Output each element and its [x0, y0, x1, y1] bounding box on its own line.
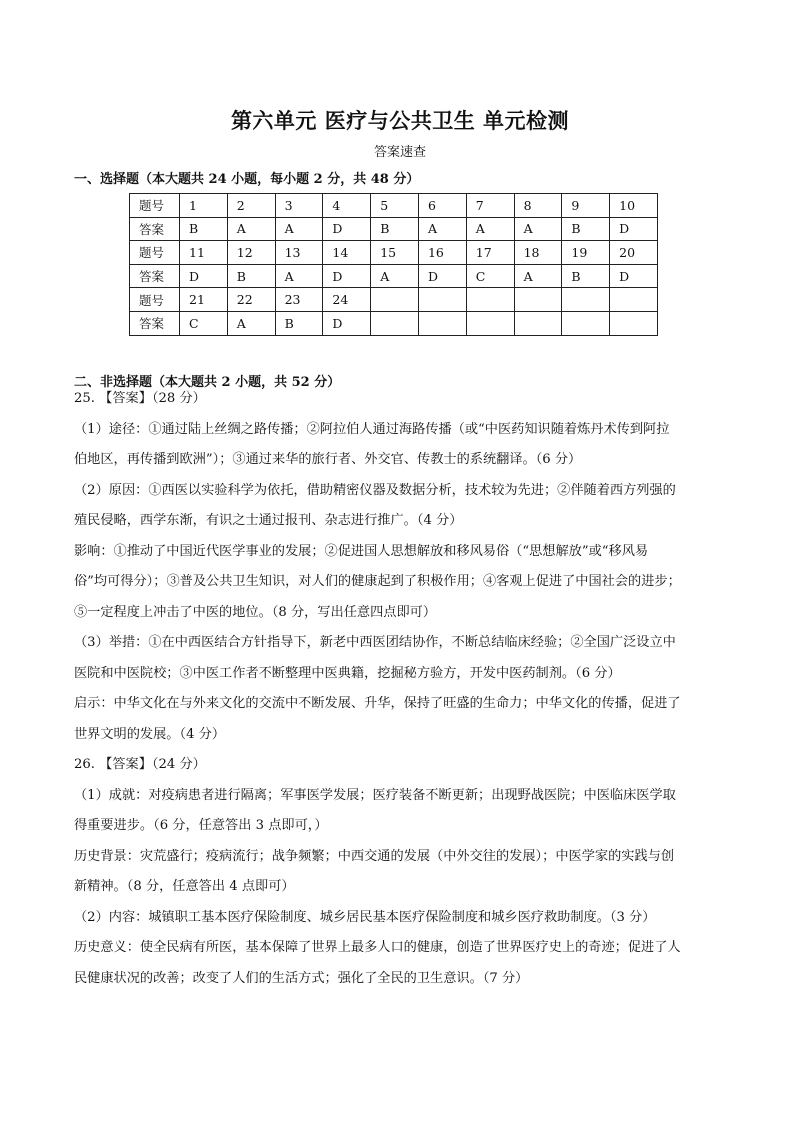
table-cell: 9	[562, 194, 610, 218]
table-cell: 10	[610, 194, 658, 218]
table-row	[130, 241, 658, 265]
answer-line: 影响：①推动了中国近代医学事业的发展；②促进国人思想解放和移风易俗（“思想解放”或“移风易	[74, 543, 649, 559]
table-cell	[610, 311, 658, 335]
table-cell: 20	[610, 241, 658, 265]
table-cell: 13	[275, 241, 323, 265]
table-cell: D	[323, 264, 371, 288]
table-cell: C	[180, 311, 228, 335]
table-row-header: 题号	[130, 241, 180, 265]
table-cell: 24	[323, 288, 371, 312]
table-cell: 11	[180, 241, 228, 265]
table-cell	[466, 288, 514, 312]
answer-line: 26. 【答案】（24 分）	[74, 757, 206, 772]
table-cell: 3	[275, 194, 323, 218]
table-row-header: 题号	[130, 194, 180, 218]
table-cell: 8	[514, 194, 562, 218]
table-cell: A	[514, 264, 562, 288]
answer-line: 伯地区，再传播到欧洲”）；③通过来华的旅行者、外交官、传教士的系统翻译。（6 分）	[74, 452, 582, 467]
page-title: 第六单元 医疗与公共卫生 单元检测	[230, 108, 570, 133]
answer-line: 历史背景：灾荒盛行；疫病流行；战争频繁；中西交通的发展（中外交往的发展）；中医学家的实践与创	[74, 848, 675, 864]
table-cell: 17	[466, 241, 514, 265]
table-cell: 14	[323, 241, 371, 265]
table-cell: 15	[371, 241, 419, 265]
table-cell: A	[371, 264, 419, 288]
answer-line: （1）途径：①通过陆上丝绸之路传播；②阿拉伯人通过海路传播（或“中医药知识随着炼丹术传到阿拉	[74, 421, 670, 437]
table-cell: D	[610, 217, 658, 241]
table-cell: 5	[371, 194, 419, 218]
answer-line: （2）内容：城镇职工基本医疗保险制度、城乡居民基本医疗保险制度和城乡医疗救助制度。（3 分）	[74, 909, 656, 925]
answer-line: 25. 【答案】（28 分）	[74, 391, 206, 406]
answer-line: ⑤一定程度上冲击了中医的地位。（8 分，写出任意四点即可）	[74, 604, 437, 620]
table-cell: A	[275, 217, 323, 241]
table-cell: A	[275, 264, 323, 288]
table-cell	[610, 288, 658, 312]
answer-line: 世界文明的发展。（4 分）	[74, 726, 226, 742]
table-row	[130, 217, 658, 241]
table-cell: D	[180, 264, 228, 288]
page-subtitle: 答案速查	[373, 145, 426, 160]
table-cell: B	[180, 217, 228, 241]
table-cell: 2	[227, 194, 275, 218]
answer-body	[74, 384, 730, 994]
table-cell: 6	[418, 194, 466, 218]
table-cell: A	[227, 217, 275, 241]
table-cell: B	[562, 264, 610, 288]
answer-line: 新精神。（8 分，任意答出 4 点即可）	[74, 879, 295, 894]
table-cell	[418, 288, 466, 312]
section-heading-nonchoice: 二、非选择题（本大题共 2 小题，共 52 分）	[74, 375, 341, 390]
table-cell: A	[514, 217, 562, 241]
table-row-header: 答案	[130, 311, 180, 335]
answer-line: 得重要进步。（6 分，任意答出 3 点即可，）	[74, 818, 328, 833]
answer-line: 俗”均可得分）；③普及公共卫生知识，对人们的健康起到了积极作用；④客观上促进了中国社会的进步；	[74, 574, 681, 589]
table-cell: 18	[514, 241, 562, 265]
table-cell: 19	[562, 241, 610, 265]
answer-line: 民健康状况的改善；改变了人们的生活方式；强化了全民的卫生意识。（7 分）	[74, 970, 529, 986]
table-cell	[562, 311, 610, 335]
answer-line: 历史意义：使全民病有所医，基本保障了世界上最多人口的健康，创造了世界医疗史上的奇迹；促进了人	[74, 940, 681, 955]
table-cell: D	[610, 264, 658, 288]
table-cell: A	[466, 217, 514, 241]
table-row	[130, 264, 658, 288]
table-cell: 16	[418, 241, 466, 265]
table-cell: 4	[323, 194, 371, 218]
table-cell	[466, 311, 514, 335]
answer-line: （1）成就：对疫病患者进行隔离；军事医学发展；医疗装备不断更新；出现野战医院；中医临床医学取	[74, 787, 676, 803]
table-cell: A	[418, 217, 466, 241]
answer-line: 殖民侵略，西学东渐，有识之士通过报刊、杂志进行推广。（4 分）	[74, 513, 463, 528]
table-row-header: 答案	[130, 264, 180, 288]
table-cell: 21	[180, 288, 228, 312]
table-row-header: 题号	[130, 288, 180, 312]
answer-table	[129, 193, 658, 336]
answer-line: （3）举措：①在中西医结合方针指导下，新老中西医团结协作，不断总结临床经验；②全国广泛设立中	[74, 635, 676, 650]
section-heading-choice: 一、选择题（本大题共 24 小题，每小题 2 分，共 48 分）	[74, 172, 420, 187]
table-cell: 22	[227, 288, 275, 312]
answer-line: 医院和中医院校；③中医工作者不断整理中医典籍，挖掘秘方验方，开发中医药制剂。（6 分）	[74, 665, 621, 681]
table-row	[130, 288, 658, 312]
table-cell: B	[562, 217, 610, 241]
answer-line: （2）原因：①西医以实验科学为依托，借助精密仪器及数据分析，技术较为先进；②伴随着西方列强的	[74, 482, 676, 498]
answer-line: 启示：中华文化在与外来文化的交流中不断发展、升华，保持了旺盛的生命力；中华文化的传播，促进了	[74, 696, 681, 711]
table-cell: 12	[227, 241, 275, 265]
table-cell: B	[371, 217, 419, 241]
table-cell: 23	[275, 288, 323, 312]
table-cell	[371, 311, 419, 335]
table-cell: D	[323, 217, 371, 241]
table-cell	[562, 288, 610, 312]
table-row	[130, 194, 658, 218]
table-cell: B	[227, 264, 275, 288]
table-cell	[371, 288, 419, 312]
table-cell: 7	[466, 194, 514, 218]
table-cell	[418, 311, 466, 335]
table-cell: B	[275, 311, 323, 335]
table-row	[130, 311, 658, 335]
table-cell	[514, 311, 562, 335]
table-cell	[514, 288, 562, 312]
table-row-header: 答案	[130, 217, 180, 241]
table-cell: D	[418, 264, 466, 288]
table-cell: 1	[180, 194, 228, 218]
table-cell: C	[466, 264, 514, 288]
table-cell: A	[227, 311, 275, 335]
table-cell: D	[323, 311, 371, 335]
